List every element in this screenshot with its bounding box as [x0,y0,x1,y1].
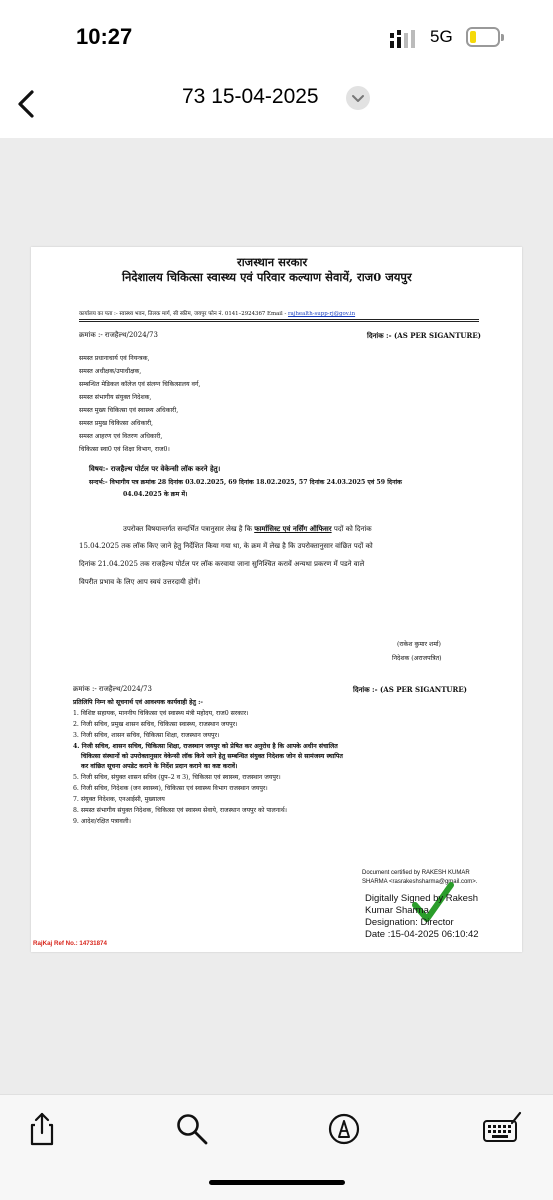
digital-signature-line-3: Designation: Director [365,917,454,928]
copy-item: 6. निजी सचिव, निदेशक (जन स्वास्थ्य), चिकित्सा एवं स्वास्थ्य विभाग राजस्थान जयपुर। [73,785,268,792]
keyboard-icon[interactable] [482,1111,522,1147]
digital-signature-line-1: Digitally Signed by Rakesh [365,893,479,904]
share-icon[interactable] [24,1111,60,1147]
copy-item: 4. निजी सचिव, शासन सचिव, चिकित्सा शिक्षा, राजस्थान जयपुर को प्रेषित कर अनुरोध है कि आपके अधीन संचालित [73,743,338,750]
recipient-line: चिकित्सा स्वा0 एवं शिक्षा विभाग, राज0। [79,446,170,453]
rajkaj-ref: RajKaj Ref No.: 14731874 [33,940,107,947]
copy-ref-date: दिनांक :- (AS PER SIGANTURE) [353,685,467,694]
signatory-name: (राकेश कुमार शर्मा) [397,641,441,648]
gov-heading: राजस्थान सरकार [237,255,308,269]
body-line-3: दिनांक 21.04.2025 तक राजहैल्थ पोर्टल पर लॉक करवाया जाना सुनिश्चित करावें अन्यथा प्रकरण में पडने वाले [79,560,365,568]
copy-item: 8. समस्त संभागीय संयुक्त निदेशक, चिकित्सा एवं स्वास्थ्य सेवाये, राजस्थान जयपुर को पालनार्थ। [73,807,288,814]
back-chevron-icon[interactable] [14,84,40,124]
reference-line-2: 04.04.2025 के क्रम में। [123,491,188,498]
signal-icon [390,30,420,48]
copy-item: चिकित्सा संस्थानों को उपरोक्तानुसार वेकेन्सी लॉक किये जाने हेतु सम्बन्धित संयुक्त निदेशक जोन से सामंजस्य स्थापित [81,753,343,760]
subject-line: विषय:- राजहैल्थ पोर्टल पर वेकेन्सी लॉक करने हेतु। [89,464,221,473]
signatory-title: निदेशक (अराजपत्रित) [392,655,442,662]
certification-line-1: Document certified by RAKESH KUMAR [362,870,470,876]
status-bar [0,0,553,76]
digital-signature-line-4: Date :15-04-2025 06:10:42 [365,929,479,940]
copy-item: 2. निजी सचिव, प्रमुख शासन सचिव, चिकित्सा स्वास्थ्य, राजस्थान जयपुर। [73,721,238,728]
header-rule [79,319,479,320]
body-line-2: 15.04.2025 तक लॉक किए जाने हेतु निर्देशित किया गया था, के क्रम में लेख है कि उपरोक्तानुसार वांछित पदों को [79,542,373,550]
recipient-line: समस्त आहरण एवं वितरण अधिकारी, [79,433,163,440]
battery-icon [466,27,500,47]
title-menu-button[interactable] [346,86,370,110]
copy-item: कर वांछित सूचना अपडेट कराने के निर्देश प्रदान कराने का कष्ट करावें। [81,763,238,770]
body-line-1: उपरोक्त विषयान्तर्गत सन्दर्भित पत्रानुसार लेख है कि फार्मासिस्ट एवं नर्सिंग ऑफिसर पदों को दिनांक [123,524,372,533]
copy-item: 5. निजी सचिव, संयुक्त शासन सचिव (ग्रुप–2 व 3), चिकित्सा एवं स्वास्थ्य, राजस्थान जयपुर। [73,774,281,781]
search-icon[interactable] [174,1111,210,1147]
reference-line-1: सन्दर्भ:- विभागीय पत्र क्रमांक 28 दिनांक 03.02.2025, 69 दिनांक 18.02.2025, 57 दिनांक 24.03.2025 एवं 59 दिनांक [89,479,402,486]
copy-item: 9. आदेश/रक्षित पत्रावली। [73,818,131,825]
dept-heading: निदेशालय चिकित्सा स्वास्थ्य एवं परिवार कल्याण सेवायें, राज0 जयपुर [122,270,412,284]
address-line: कार्यालय का पता :- स्वास्थ्य भवन, तिलक मार्ग, सी स्कीम, जयपुर फोन नं. 0141–2924367 Email - rajhealth-supp-rj@gov.in [79,311,356,317]
body-line-4: विपरीत प्रभाव के लिए आप स्वयं उत्तरदायी होगें। [79,578,201,586]
recipient-line: समस्त अधीक्षक/उपाधीक्षक, [79,368,142,375]
ref-date: दिनांक :- (AS PER SIGANTURE) [367,331,481,340]
copy-item: 7. संयुक्त निदेशक, एनआईसी, मुख्यालय [73,796,165,803]
chevron-down-icon [346,86,370,110]
recipient-line: समस्त प्रमुख चिकित्सा अधिकारी, [79,420,154,427]
ref-number: क्रमांक :- राजहैल्थ/2024/73 [79,331,158,339]
home-indicator[interactable] [209,1180,345,1185]
recipient-line: सम्बन्धित मेडिकल कॉलेज एवं संलग्न चिकित्सालय वर्ग, [79,381,201,388]
certification-line-2: SHARMA <rasrakeshsharma@gmail.com>. [362,879,478,885]
copy-heading: प्रतिलिपि निम्न को सूचनार्थ एवं आवश्यक कार्यवाही हेतु :- [73,699,203,706]
email-link[interactable]: rajhealth-supp-rj@gov.in [287,311,356,317]
post-names: फार्मासिस्ट एवं नर्सिंग ऑफिसर [254,524,332,533]
markup-icon[interactable] [326,1111,362,1147]
copy-item: 3. निजी सचिव, शासन सचिव, चिकित्सा शिक्षा, राजस्थान जयपुर। [73,732,220,739]
recipient-line: समस्त प्रधानाचार्य एवं नियन्त्रक, [79,355,150,362]
document-page[interactable] [31,247,522,952]
recipient-line: समस्त संभागीय संयुक्त निदेशक, [79,394,152,401]
document-title[interactable]: 73 15-04-2025 [182,85,319,108]
copy-item: 1. विशिष्ट सहायक, माननीय चिकित्सा एवं स्वास्थ्य मंत्री महोदय, राज0 सरकार। [73,710,249,717]
digital-signature-line-2: Kumar Sharma [365,905,429,916]
status-time: 10:27 [76,24,133,49]
copy-ref-number: क्रमांक :- राजहैल्थ/2024/73 [73,685,152,693]
recipient-line: समस्त मुख्य चिकित्सा एवं स्वास्थ्य अधिकारी, [79,407,179,414]
nav-bar [0,76,553,138]
header-rule-2 [79,321,479,322]
network-label: 5G [430,27,453,46]
